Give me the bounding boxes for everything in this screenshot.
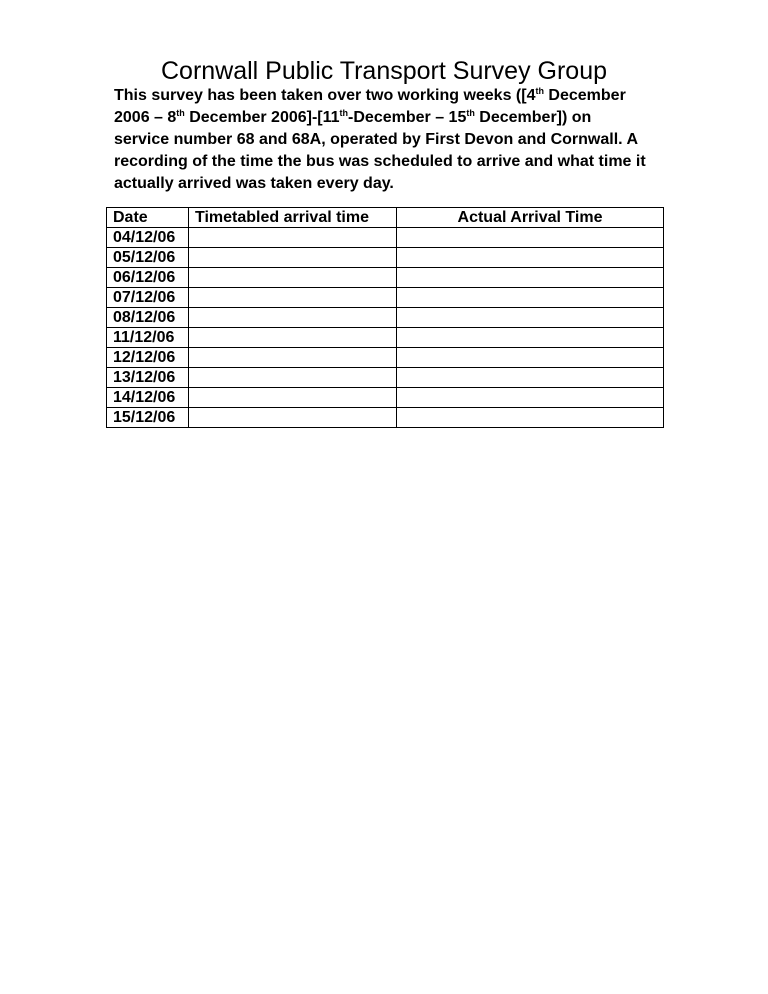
header-date: Date (107, 208, 189, 228)
date-cell: 04/12/06 (107, 228, 189, 248)
header-timetabled-arrival-time: Timetabled arrival time (189, 208, 397, 228)
timetabled-cell (189, 368, 397, 388)
actual-cell (397, 328, 664, 348)
date-cell: 07/12/06 (107, 288, 189, 308)
intro-line-3: service number 68 and 68A, operated by First Devon and Cornwall. A (114, 131, 638, 148)
actual-cell (397, 308, 664, 328)
timetabled-cell (189, 348, 397, 368)
date-cell: 15/12/06 (107, 408, 189, 428)
ordinal-suffix: th (339, 108, 349, 118)
intro-text: December]) on (474, 109, 592, 126)
table-row (107, 228, 664, 248)
timetabled-cell (189, 248, 397, 268)
intro-text: December (543, 87, 626, 104)
timetabled-cell (189, 288, 397, 308)
timetabled-cell (189, 228, 397, 248)
intro-line-4: recording of the time the bus was scheduled to arrive and what time it (114, 153, 646, 170)
actual-cell (397, 228, 664, 248)
date-cell: 08/12/06 (107, 308, 189, 328)
actual-cell (397, 408, 664, 428)
table-row (107, 328, 664, 348)
timetabled-cell (189, 268, 397, 288)
date-cell: 12/12/06 (107, 348, 189, 368)
table-row (107, 248, 664, 268)
timetabled-cell (189, 408, 397, 428)
table-row (107, 288, 664, 308)
intro-text: 2006 – 8 (114, 109, 177, 126)
survey-table (106, 207, 664, 428)
date-cell: 05/12/06 (107, 248, 189, 268)
actual-cell (397, 288, 664, 308)
intro-text: December 2006]-[11 (184, 109, 340, 126)
table-row (107, 308, 664, 328)
date-cell: 06/12/06 (107, 268, 189, 288)
table-row (107, 268, 664, 288)
document-title: Cornwall Public Transport Survey Group (160, 57, 608, 85)
intro-line-5: actually arrived was taken every day. (114, 175, 394, 192)
intro-text: This survey has been taken over two working weeks ([4 (114, 87, 536, 104)
actual-cell (397, 248, 664, 268)
actual-cell (397, 348, 664, 368)
date-cell: 14/12/06 (107, 388, 189, 408)
ordinal-suffix: th (466, 108, 475, 118)
intro-line-2 (114, 107, 704, 129)
timetabled-cell (189, 328, 397, 348)
table-row (107, 348, 664, 368)
intro-paragraph (114, 85, 704, 195)
table-header-row (107, 208, 664, 228)
table-row (107, 388, 664, 408)
timetabled-cell (189, 308, 397, 328)
actual-cell (397, 368, 664, 388)
intro-line-1 (114, 85, 704, 107)
header-actual-arrival-time: Actual Arrival Time (397, 208, 664, 228)
timetabled-cell (189, 388, 397, 408)
ordinal-suffix: th (535, 86, 544, 96)
intro-text: -December – 15 (348, 109, 467, 126)
date-cell: 13/12/06 (107, 368, 189, 388)
table-row (107, 368, 664, 388)
actual-cell (397, 268, 664, 288)
actual-cell (397, 388, 664, 408)
date-cell: 11/12/06 (107, 328, 189, 348)
table-row (107, 408, 664, 428)
ordinal-suffix: th (176, 108, 185, 118)
